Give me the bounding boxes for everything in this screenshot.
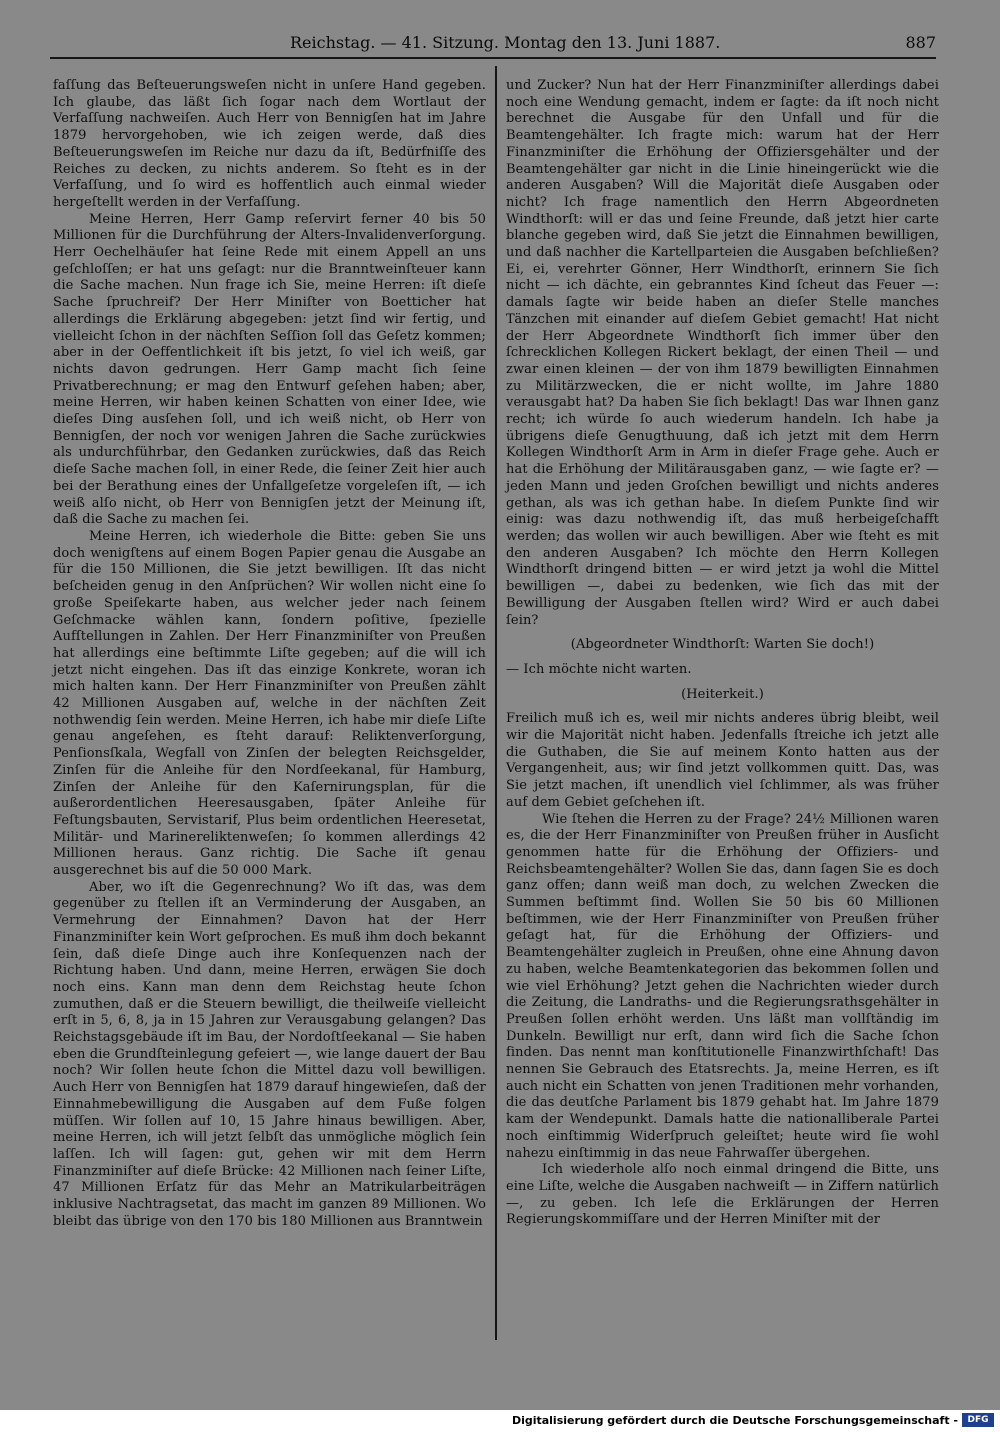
page-number: 887 [905,33,936,52]
paragraph: Meine Herren, ich wiederhole die Bitte: geben Sie uns doch wenigſtens auf einem Bogen Papier genau die Ausgabe an für die 150 Millionen, die Sie jetzt bewilligen. Iſt das nicht beſcheiden genug in den Anſprüchen? Wir wollen nicht eine ſo große Speiſekarte haben, aus welcher jeder nach ſeinem Geſchmacke wählen kann, ſondern poſitive, ſpezielle Aufſtellungen in Zahlen. Der Herr Finanzminiſter von Preußen hat allerdings eine beſtimmte Liſte gegeben; auf die will ich jetzt nicht eingehen. Das iſt das einzige Konkrete, woran ich mich halten kann. Der Herr Finanzminiſter von Preußen zählt 42 Millionen Ausgaben auf, welche in der nächſten Zeit nothwendig ſein werden. Meine Herren, ich habe mir dieſe Liſte genau angeſehen, es ſteht darauf: Reliktenverſorgung, Penſionsſkala, Wegfall von Zinſen der belegten Reichsgelder, Zinſen für die Anleihe für den Nordſeekanal, für Hamburg, Zinſen der Anleihe für den Kaſernirungsplan, für die außerordentlichen Heeresausgaben, ſpäter Anleihe für Feſtungsbauten, Servistarif, Plus beim ordentlichen Heeresetat, Militär- und Marinereliktenweſen; ſo kommen allerdings 42 Millionen heraus. Ganz richtig. Die Sache iſt genau ausgerechnet bis auf die 50 000 Mark. [53,528,486,879]
interjection: (Heiterkeit.) [681,686,764,702]
footer-bar [0,1410,1000,1432]
header-rule [50,57,936,59]
paragraph: faſſung das Beſteuerungsweſen nicht in unſere Hand gegeben. Ich glaube, das läßt ſich ſogar nach dem Wortlaut der Verfaſſung nachweiſen. Auch Herr von Bennigſen hat im Jahre 1879 hervorgehoben, wie ich zeigen werde, daß dies Beſteuerungsweſen im Reiche nur dazu da iſt, Bedürfniſſe des Reiches zu decken, zu nichts anderem. So ſteht es in der Verfaſſung, und ſo wird es hoffentlich auch einmal wieder hergeſtellt werden in der Verfaſſung. [53,78,486,210]
paragraph: und Zucker? Nun hat der Herr Finanzminiſter allerdings dabei noch eine Wendung gemacht, indem er ſagte: da iſt noch nicht berechnet die Ausgabe für den Unfall und für die Beamtengehälter. Ich fragte mich: warum hat der Herr Finanzminiſter die Erhöhung der Offiziersgehälter und der Beamtengehälter gar nicht in die Linie hineingerückt wie die anderen Ausgaben? Will die Majorität dieſe Ausgaben oder nicht? Ich frage namentlich den Herrn Abgeordneten Windthorſt: will er das und ſeine Freunde, daß jetzt hier carte blanche gegeben wird, daß Sie jetzt die Einnahmen bewilligen, und daß nachher die Kartellparteien die Ausgaben beſchließen? Ei, ei, verehrter Gönner, Herr Windthorſt, erinnern Sie ſich nicht — ich dächte, ein gebranntes Kind ſcheut das Feuer —: damals ſagte wir beide haben an dieſer Stelle manches Tänzchen mit einander auf dieſem Gebiet gemacht! Hat nicht der Herr Abgeordnete Windthorſt ſich immer über den ſchrecklichen Kollegen Rickert beklagt, der einen Theil — und zwar einen kleinen — der von ihm 1879 bewilligten Einnahmen zu Militärzwecken, die er nicht wollte, im Jahre 1880 verausgabt hat? Da haben Sie ſich beklagt! Das war Ihnen ganz recht; ich würde ſo auch wiederum handeln. Ich habe ja übrigens dieſe Genugthuung, daß ich jetzt mit dem Herrn Kollegen Windthorſt Arm in Arm in dieſer Frage gehe. Auch er hat die Erhöhung der Militärausgaben ganz, — wie ſagte er? — jeden Mann und jeden Groſchen bewilligt und nichts anderes gethan, als was ich gethan habe. In dieſem Punkte ſind wir einig: was dazu nothwendig iſt, das muß herbeigeſchafft werden; das wollen wir auch bewilligen. Aber wie ſteht es mit den anderen Ausgaben? Ich möchte den Herrn Kollegen Windthorſt dringend bitten — er wird jetzt ja wohl die Mittel bewilligen —, dabei zu bedenken, wie ſich das mit der Bewilligung der Ausgaben ſtellen wird? Wird er auch dabei ſein? [506,78,939,628]
digitization-credit: Digitalisierung gefördert durch die Deutsche Forschungsgemeinschaft - [511,1414,958,1427]
paragraph: — Ich möchte nicht warten. [506,661,692,677]
column-divider [495,66,497,1340]
page-header [50,32,936,54]
page-header-title: Reichstag. — 41. Sitzung. Montag den 13. Juni 1887. [290,33,721,52]
right-column [506,78,939,1229]
paragraph: Freilich muß ich es, weil mir nichts anderes übrig bleibt, weil wir die Majorität nicht haben. Jedenfalls ſtreiche ich jetzt alle die Guthaben, die Sie auf meinem Konto hatten aus der Vergangenheit, aus; wir ſind jetzt vollkommen quitt. Das, was Sie jetzt machen, iſt unendlich viel ſchlimmer, als was früher auf dem Gebiet geſchehen iſt. [506,711,939,810]
paragraph: Ich wiederhole alſo noch einmal dringend die Bitte, uns eine Liſte, welche die Ausgaben nachweiſt — in Ziffern natürlich —, zu geben. Ich leſe die Erklärungen der Herren Regierungskommiſſare und der Herren Miniſter mit der [506,1162,939,1228]
paragraph: Aber, wo iſt die Gegenrechnung? Wo iſt das, was dem gegenüber zu ſtellen iſt an Verminderung der Ausgaben, an Vermehrung der Einnahmen? Davon hat der Herr Finanzminiſter kein Wort geſprochen. Es muß ihm doch bekannt ſein, daß dieſe Dinge auch ihre Konſequenzen nach der Richtung haben. Und dann, meine Herren, erwägen Sie doch noch eins. Kann man denn dem Reichstag heute ſchon zumuthen, daß er die Steuern bewilligt, die theilweiſe vielleicht erſt in 5, 6, 8, ja in 15 Jahren zur Verausgabung gelangen? Das Reichstagsgebäude iſt im Bau, der Nordoſtſeekanal — Sie haben eben die Grundſteinlegung gefeiert —, wie lange dauert der Bau noch? Wir ſollen heute ſchon die Mittel dazu voll bewilligen. Auch Herr von Bennigſen hat 1879 darauf hingewieſen, daß der Einnahmebewilligung die Ausgaben auf dem Fuße folgen müſſen. Wir ſollen auf 10, 15 Jahre hinaus bewilligen. Aber, meine Herren, ich will jetzt ſelbſt das unmögliche möglich ſein laſſen. Ich will ſagen: gut, gehen wir mit dem Herrn Finanzminiſter auf dieſe Brücke: 42 Millionen nach ſeiner Liſte, 47 Millionen Erſatz für das Mehr an Matrikularbeiträgen inklusive Nachtragsetat, das macht im ganzen 89 Millionen. Wo bleibt das übrige von den 170 bis 180 Millionen aus Branntwein [53,879,486,1229]
paragraph: Meine Herren, Herr Gamp reſervirt ferner 40 bis 50 Millionen für die Durchführung der Alters-Invalidenverſorgung. Herr Oechelhäuſer hat ſeine Rede mit einem Appell an uns geſchloſſen; er hat uns geſagt: nur die Branntweinſteuer kann die Sache machen. Nun frage ich Sie, meine Herren: iſt dieſe Sache ſpruchreif? Der Herr Miniſter von Boetticher hat allerdings die Erklärung abgegeben: jetzt ſind wir fertig, und vielleicht ſchon in der nächſten Seſſion ſoll das Geſetz kommen; aber in der Oeffentlichkeit iſt bis jetzt, ſo viel ich weiß, gar nichts davon gedrungen. Herr Gamp macht ſich ſeine Privatberechnung; er mag den Entwurf geſehen haben; aber, meine Herren, wir haben keinen Schatten von einer Idee, wie dieſes Ding ausſehen ſoll, und ich weiß nicht, ob Herr von Bennigſen, der noch vor wenigen Jahren die Sache zurückwies als undurchführbar, den Gedanken zurückwies, daß das Reich dieſe Sache machen ſoll, in einer Rede, die ſeiner Zeit hier auch bei der Berathung eines der Unfallgeſetze vorgeleſen iſt, — ich weiß alſo nicht, ob Herr von Bennigſen jetzt der Meinung iſt, daß die Sache zu machen ſei. [53,211,486,528]
paragraph: Wie ſtehen die Herren zu der Frage? 24½ Millionen waren es, die der Herr Finanzminiſter von Preußen früher in Ausſicht genommen hatte für die Erhöhung der Offiziers- und Reichsbeamtengehälter? Wollen Sie das, dann ſagen Sie es doch ganz offen; dann weiß man doch, zu welchen Zwecken die Summen beſtimmt ſind. Wollen Sie 50 bis 60 Millionen beſtimmen, wie der Herr Finanzminiſter von Preußen früher geſagt hat, für die Erhöhung der Offiziers- und Beamtengehälter zugleich in Preußen, ohne eine Ahnung davon zu haben, welche Beamtenkategorien das bekommen ſollen und wie viel Erhöhung? Jetzt gehen die Nachrichten wieder durch die Zeitung, die Landraths- und die Regierungsrathsgehälter in Preußen ſollen erhöht werden. Uns läßt man vollſtändig im Dunkeln. Bewilligt nur erſt, dann wird ſich die Sache ſchon finden. Das nennt man konſtitutionelle Finanzwirthſchaft! Das nennen Sie Gebrauch des Etatsrechts. Ja, meine Herren, es iſt auch nicht ein Schatten von jenen Traditionen mehr vorhanden, die das deutſche Parlament bis 1879 gehabt hat. Im Jahre 1879 kam der Wendepunkt. Damals hatte die nationalliberale Partei noch einſtimmig Widerſpruch geleiſtet; heute wird ſie wohl nahezu einſtimmig in das neue Fahrwaſſer übergehen. [506,811,939,1161]
dfg-logo: DFG [962,1413,994,1427]
left-column [53,78,486,1231]
interjection: (Abgeordneter Windthorſt: Warten Sie doch!) [570,637,875,653]
